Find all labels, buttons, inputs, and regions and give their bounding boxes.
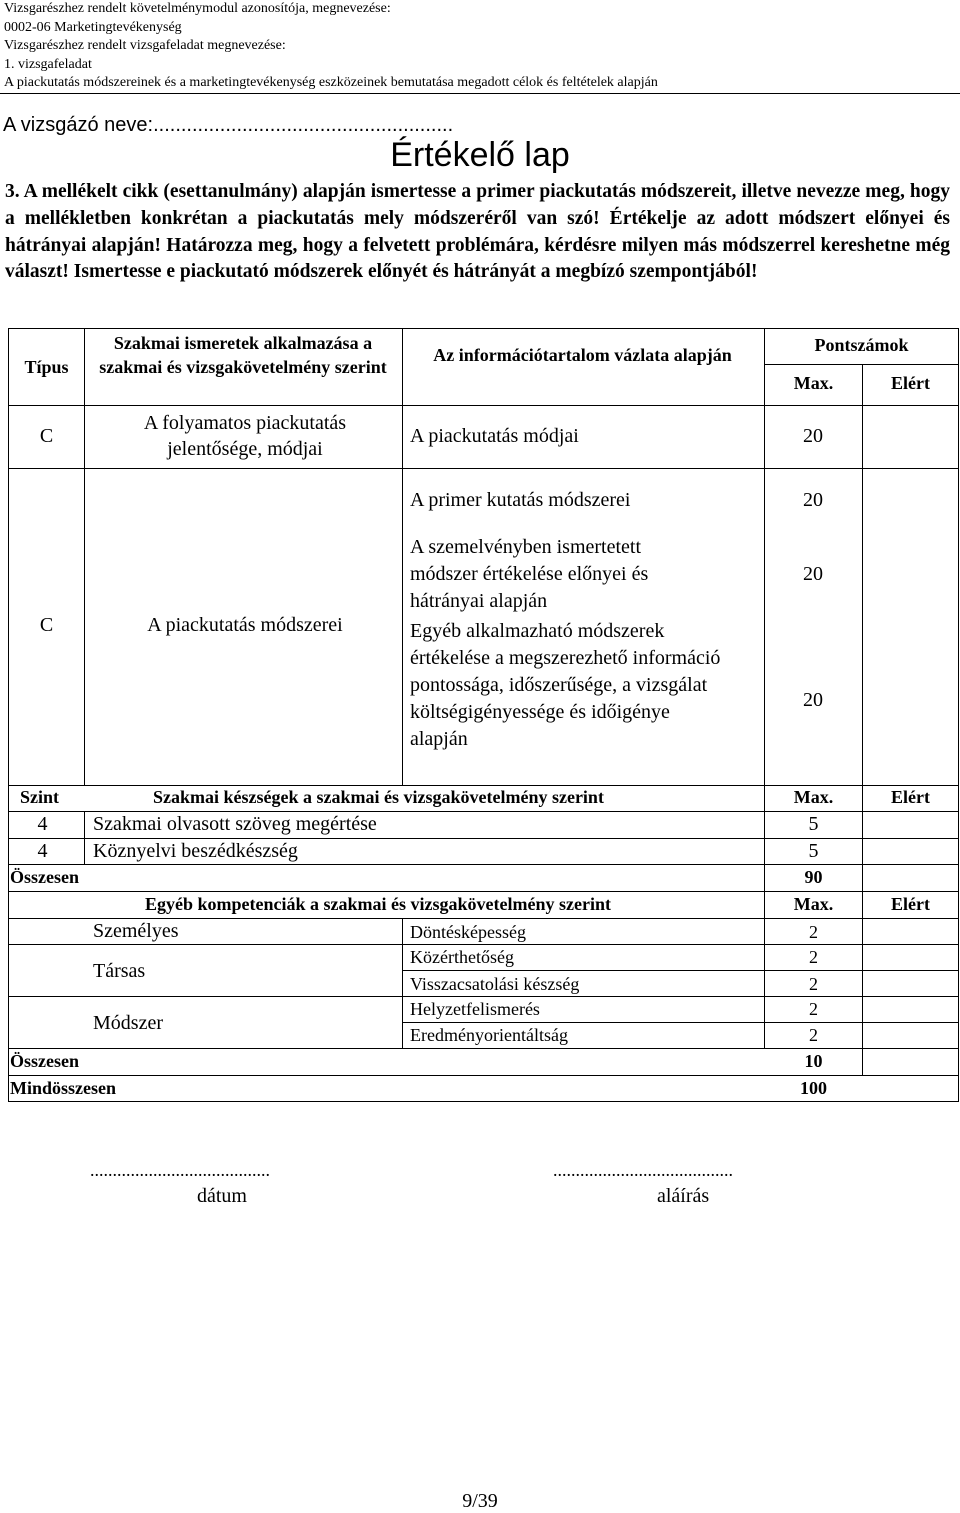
table-line	[402, 328, 403, 785]
total-value: 10	[804, 1051, 823, 1071]
row-item: A primer kutatás módszerei	[410, 489, 631, 511]
table-line	[8, 405, 959, 406]
skill-level: 4	[37, 840, 48, 862]
row-type: C	[39, 614, 54, 636]
competence-item: Helyzetfelismerés	[410, 999, 540, 1019]
table-line	[8, 1075, 959, 1076]
total-label: Összesen	[10, 1051, 79, 1071]
skills-header-level: Szint	[20, 787, 60, 807]
column-header-knowledge: Szakmai ismeretek alkalmazása a szakmai és vizsgakövetelmény szerint	[99, 333, 387, 377]
competence-group: Társas	[93, 960, 146, 982]
candidate-name-line: A vizsgázó neve:......................................................	[3, 114, 454, 136]
row-max: 20	[803, 563, 823, 585]
table-line	[84, 328, 85, 785]
table-line	[402, 918, 403, 1048]
competence-group: Módszer	[93, 1012, 163, 1034]
table-line	[8, 1101, 959, 1102]
column-header-achieved: Elért	[891, 373, 930, 393]
competence-item: Döntésképesség	[410, 922, 526, 942]
header-line: Vizsgarészhez rendelt követelménymodul azonosítója, megnevezése:	[4, 1, 391, 16]
header-divider	[0, 93, 960, 94]
row-item: A piackutatás módjai	[410, 425, 579, 447]
grand-total-value: 100	[800, 1078, 827, 1098]
competence-header-title: Egyéb kompetenciák a szakmai és vizsgakövetelmény szerint	[145, 894, 611, 914]
header-line: Vizsgarészhez rendelt vizsgafeladat megnevezése:	[4, 38, 286, 54]
competence-item: Eredményorientáltság	[410, 1025, 568, 1045]
competence-max: 2	[809, 947, 818, 967]
row-topic: A folyamatos piackutatás jelentősége, módjai	[143, 412, 347, 460]
grand-total-label: Mindösszesen	[10, 1078, 117, 1098]
table-line	[8, 468, 959, 469]
page-title: Értékelő lap	[390, 136, 570, 174]
table-line	[8, 328, 959, 329]
table-line	[8, 1048, 959, 1049]
skill-label: Köznyelvi beszédkészség	[93, 840, 298, 862]
row-max: 20	[803, 689, 823, 711]
competence-max: 2	[809, 922, 818, 942]
skills-header-achieved: Elért	[891, 787, 930, 807]
skill-max: 5	[808, 813, 819, 835]
header-line: 1. vizsgafeladat	[4, 56, 92, 72]
table-line	[862, 364, 863, 1075]
competence-max: 2	[809, 1025, 818, 1045]
total-value: 90	[804, 867, 823, 887]
document-header	[4, 0, 954, 93]
table-line	[8, 996, 959, 997]
skills-header-max: Max.	[793, 787, 834, 807]
skill-max: 5	[808, 840, 819, 862]
table-line	[402, 970, 959, 971]
table-line	[958, 328, 959, 1101]
table-line	[84, 811, 85, 864]
skill-level: 4	[37, 813, 48, 835]
row-topic: A piackutatás módszerei	[147, 614, 343, 636]
column-header-info: Az információtartalom vázlata alapján	[433, 345, 732, 365]
header-line: 0002-06 Marketingtevékenység	[4, 19, 182, 35]
total-label: Összesen	[10, 867, 79, 887]
competence-header-max: Max.	[793, 894, 834, 914]
competence-header-achieved: Elért	[891, 894, 930, 914]
row-max: 20	[803, 425, 823, 447]
row-type: C	[39, 425, 54, 447]
row-max: 20	[803, 489, 823, 511]
competence-group: Személyes	[93, 920, 179, 942]
table-line	[402, 1022, 959, 1023]
table-line	[8, 891, 959, 892]
task-description: 3. A mellékelt cikk (esettanulmány) alapján ismertesse a primer piackutatás módszereit, illetve nevezze meg, hogy a mellékletben konkrétan a piackutatás mely módszeréről van szó! Értékelje az adott módszert előnyei és hátrányai alapján! Határozza meg, hogy a felvetett problémára, kérdésre milyen más módszerrel kereshetne még választ! Ismertesse e piackutató módszerek előnyét és hátrányát a megbízó szempontjából!	[5, 181, 950, 283]
signature-label: aláírás	[657, 1185, 710, 1207]
header-line: A piackutatás módszereinek és a marketingtevékenység eszközeinek bemutatása megadott célok és feltételek alapján	[4, 75, 658, 91]
row-item: A szemelvényben ismertetett módszer értékelése előnyei és hátrányai alapján	[410, 536, 649, 612]
competence-max: 2	[809, 974, 818, 994]
date-line: ........................................	[90, 1160, 270, 1180]
competence-max: 2	[809, 999, 818, 1019]
competence-item: Közérthetőség	[410, 947, 514, 967]
competence-item: Visszacsatolási készség	[410, 974, 580, 994]
column-header-max: Max.	[793, 373, 834, 393]
row-item: Egyéb alkalmazható módszerek értékelése a megszerezhető információ pontossága, időszerűsége, a vizsgálat költségigényessége és időigénye alapján	[410, 620, 721, 750]
column-header-type: Típus	[24, 357, 69, 377]
signature-line: ........................................	[553, 1160, 733, 1180]
date-label: dátum	[197, 1185, 247, 1207]
skill-label: Szakmai olvasott szöveg megértése	[93, 813, 377, 835]
skills-header-title: Szakmai készségek a szakmai és vizsgakövetelmény szerint	[153, 787, 604, 807]
page-number: 9/39	[462, 1490, 498, 1512]
column-header-points: Pontszámok	[814, 335, 909, 355]
